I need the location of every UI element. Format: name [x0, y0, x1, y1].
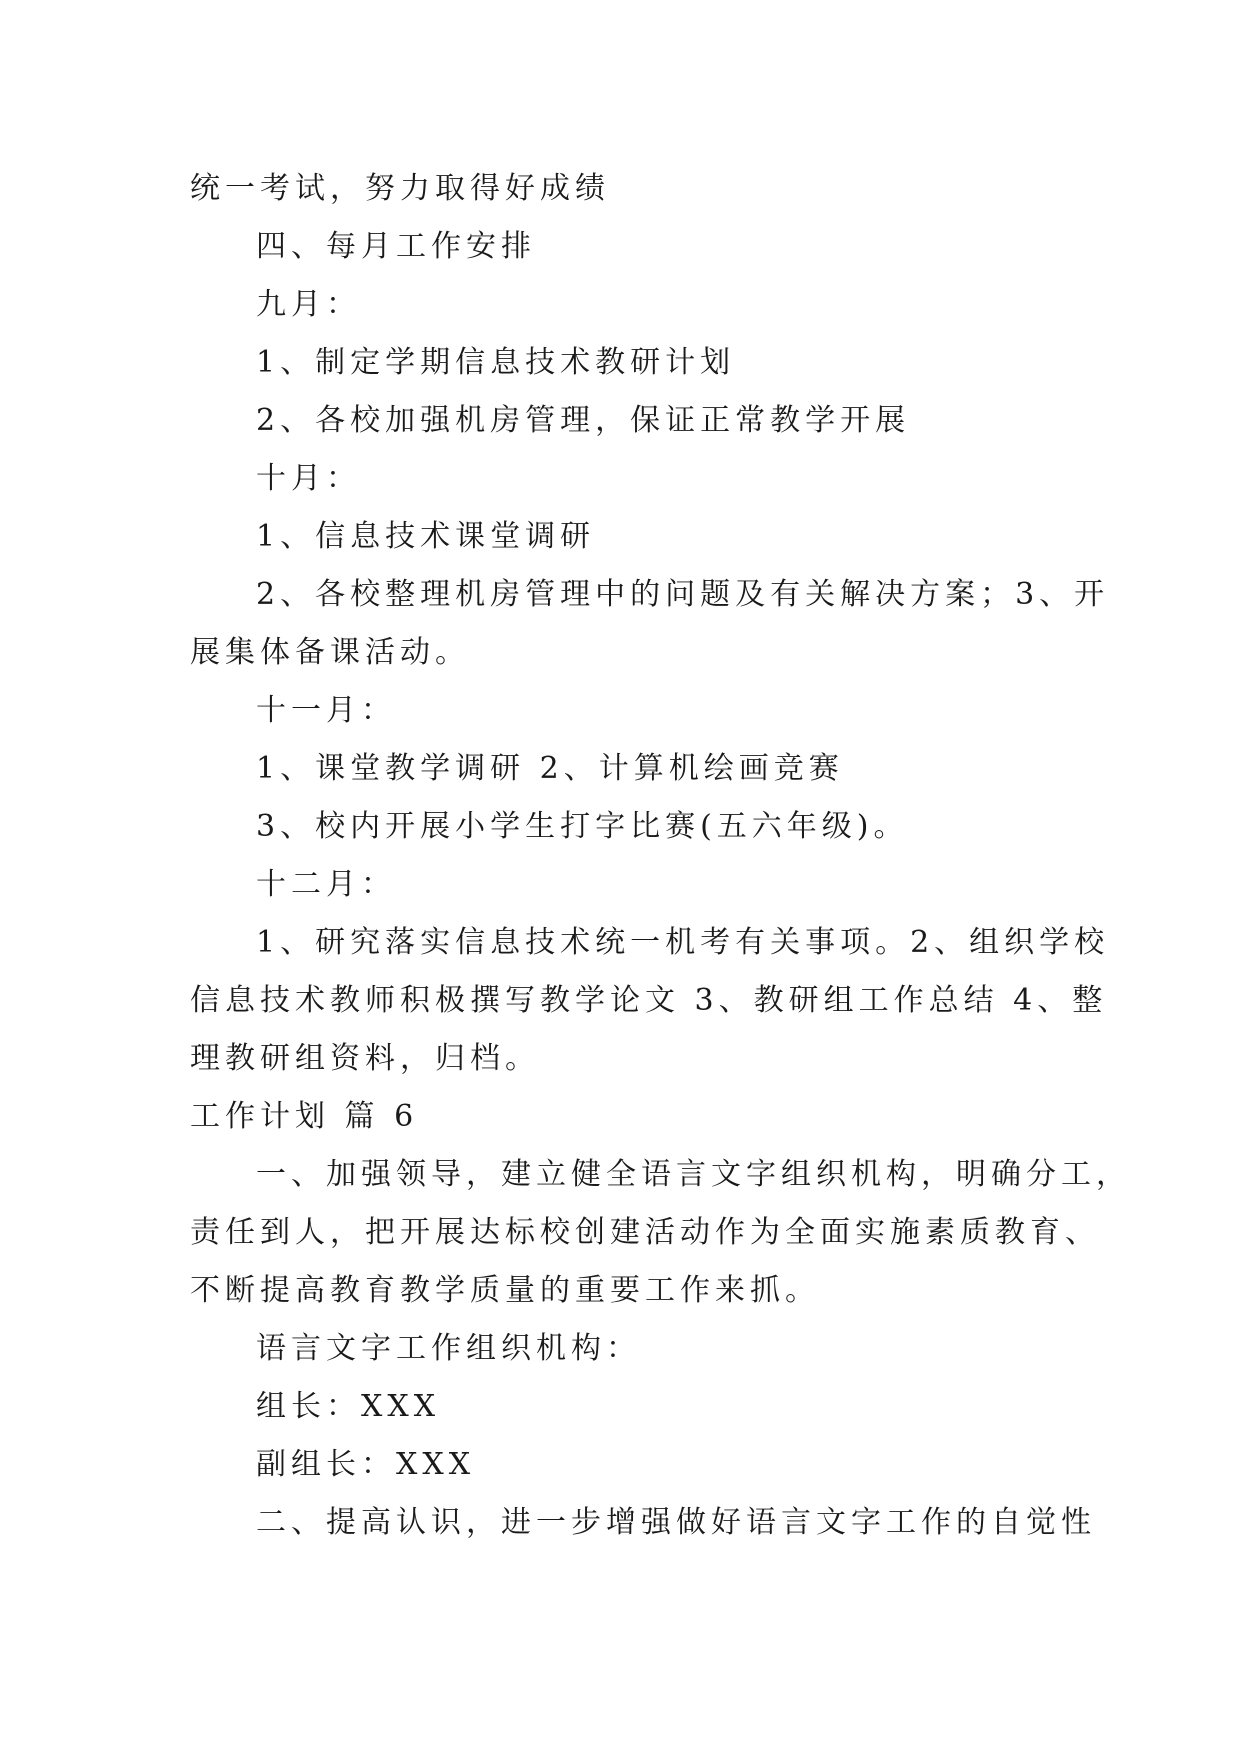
- text-line: 副组长：XXX: [256, 1447, 476, 1482]
- month-heading: 十一月：: [256, 693, 396, 728]
- paragraph-line: 不断提高教育教学质量的重要工作来抓。: [190, 1273, 820, 1308]
- list-item: 1、信息技术课堂调研: [256, 519, 596, 554]
- list-item: 3、校内开展小学生打字比赛(五六年级)。: [256, 809, 909, 844]
- section-heading: 四、每月工作安排: [256, 229, 536, 264]
- text-line: 语言文字工作组织机构：: [256, 1331, 641, 1366]
- list-item: 1、研究落实信息技术统一机考有关事项。2、组织学校: [256, 925, 1110, 960]
- section-title: 工作计划 篇 6: [190, 1099, 419, 1134]
- document-body: [190, 160, 1131, 1552]
- list-item: 1、课堂教学调研 2、计算机绘画竞赛: [256, 751, 844, 786]
- list-item: 2、各校加强机房管理，保证正常教学开展: [256, 403, 911, 438]
- month-heading: 十二月：: [256, 867, 396, 902]
- text-line: 展集体备课活动。: [190, 635, 470, 670]
- list-item: 2、各校整理机房管理中的问题及有关解决方案；3、开: [256, 577, 1110, 612]
- text-line: 组长：XXX: [256, 1389, 441, 1424]
- text-line: 统一考试，努力取得好成绩: [190, 171, 610, 206]
- text-line: 理教研组资料，归档。: [190, 1041, 540, 1076]
- section-heading: 二、提高认识，进一步增强做好语言文字工作的自觉性: [256, 1505, 1096, 1540]
- paragraph-line: 责任到人，把开展达标校创建活动作为全面实施素质教育、: [190, 1215, 1100, 1250]
- text-line: 信息技术教师积极撰写教学论文 3、教研组工作总结 4、整: [190, 983, 1108, 1018]
- paragraph-line: 一、加强领导，建立健全语言文字组织机构，明确分工，: [256, 1157, 1131, 1192]
- month-heading: 九月：: [256, 287, 361, 322]
- list-item: 1、制定学期信息技术教研计划: [256, 345, 736, 380]
- month-heading: 十月：: [256, 461, 361, 496]
